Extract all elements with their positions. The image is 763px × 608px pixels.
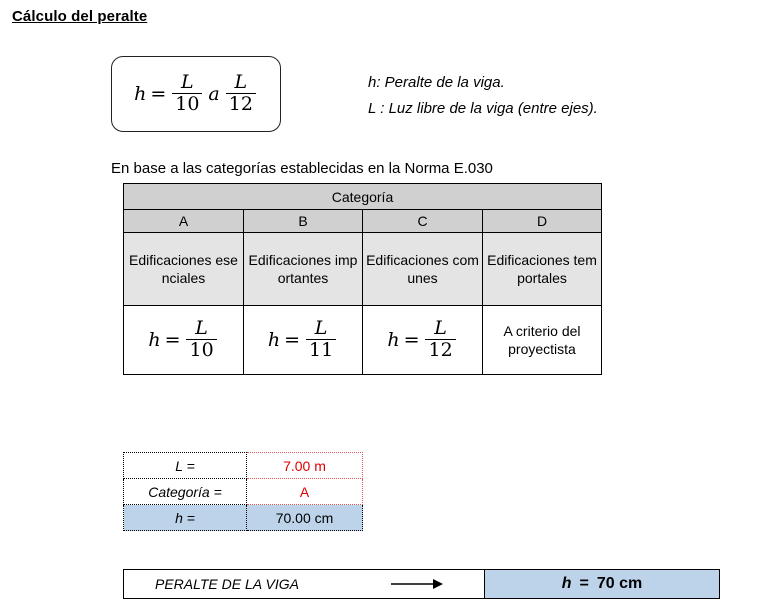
category-criterion-d: A criterio del proyectista [483,306,602,375]
result-symbol: h [561,575,572,592]
result-bar [123,569,720,599]
formula-equals: = [150,83,167,105]
arrow-right-icon [389,575,445,593]
category-description: Edificaciones esenciales [124,233,244,306]
calc-label-l: L = [124,453,247,479]
main-formula-box [111,56,281,132]
fraction-numerator: L [181,71,194,94]
fraction-denominator: 10 [172,93,202,115]
formula-connector: a [208,83,220,105]
category-description: Edificaciones comunes [363,233,483,306]
calc-label-category: Categoría = [124,479,247,505]
result-equals: = [579,575,589,592]
category-letter: A [124,210,244,233]
formula-lhs: h [134,83,147,105]
formula-fraction-1 [172,73,202,115]
fraction-denominator: 12 [226,93,256,115]
main-formula [112,57,280,131]
intro-text: En base a las categorías establecidas en la Norma E.030 [111,160,493,177]
category-letter: D [483,210,602,233]
definition-l: L : Luz libre de la viga (entre ejes). [368,100,598,117]
category-formula-c: h = $\frac{L}{12}$ [363,306,483,375]
definition-h: h: Peralte de la viga. [368,74,505,91]
fraction-numerator: L [195,317,208,340]
calc-label-h: h = [124,505,247,531]
fraction-numerator: L [314,317,328,340]
result-label: PERALTE DE LA VIGA [155,576,299,592]
page-title: Cálculo del peralte [12,8,148,25]
calc-value-l[interactable]: 7.00 m [247,453,363,479]
fraction-numerator: L [434,317,447,340]
category-description: Edificaciones importantes [244,233,363,306]
category-formula-a: h = $\frac{L}{10}$ [124,306,244,375]
fraction-numerator: L [234,71,248,94]
category-letter: B [244,210,363,233]
category-letter: C [363,210,483,233]
category-description: Edificaciones temportales [483,233,602,306]
fraction-denominator: 11 [306,339,336,361]
fraction-denominator: 10 [186,339,216,361]
calc-value-h: 70.00 cm [247,505,363,531]
result-value: 70 cm [596,575,643,592]
variable-definitions [368,70,598,122]
category-formula-b: h = $\frac{L}{11}$ [244,306,363,375]
calc-table [123,452,363,531]
category-table [123,183,602,375]
result-value-cell [484,570,719,598]
formula-fraction-2 [226,73,256,115]
fraction-denominator: 12 [425,339,455,361]
category-header: Categoría [124,184,602,210]
calc-value-category[interactable]: A [247,479,363,505]
